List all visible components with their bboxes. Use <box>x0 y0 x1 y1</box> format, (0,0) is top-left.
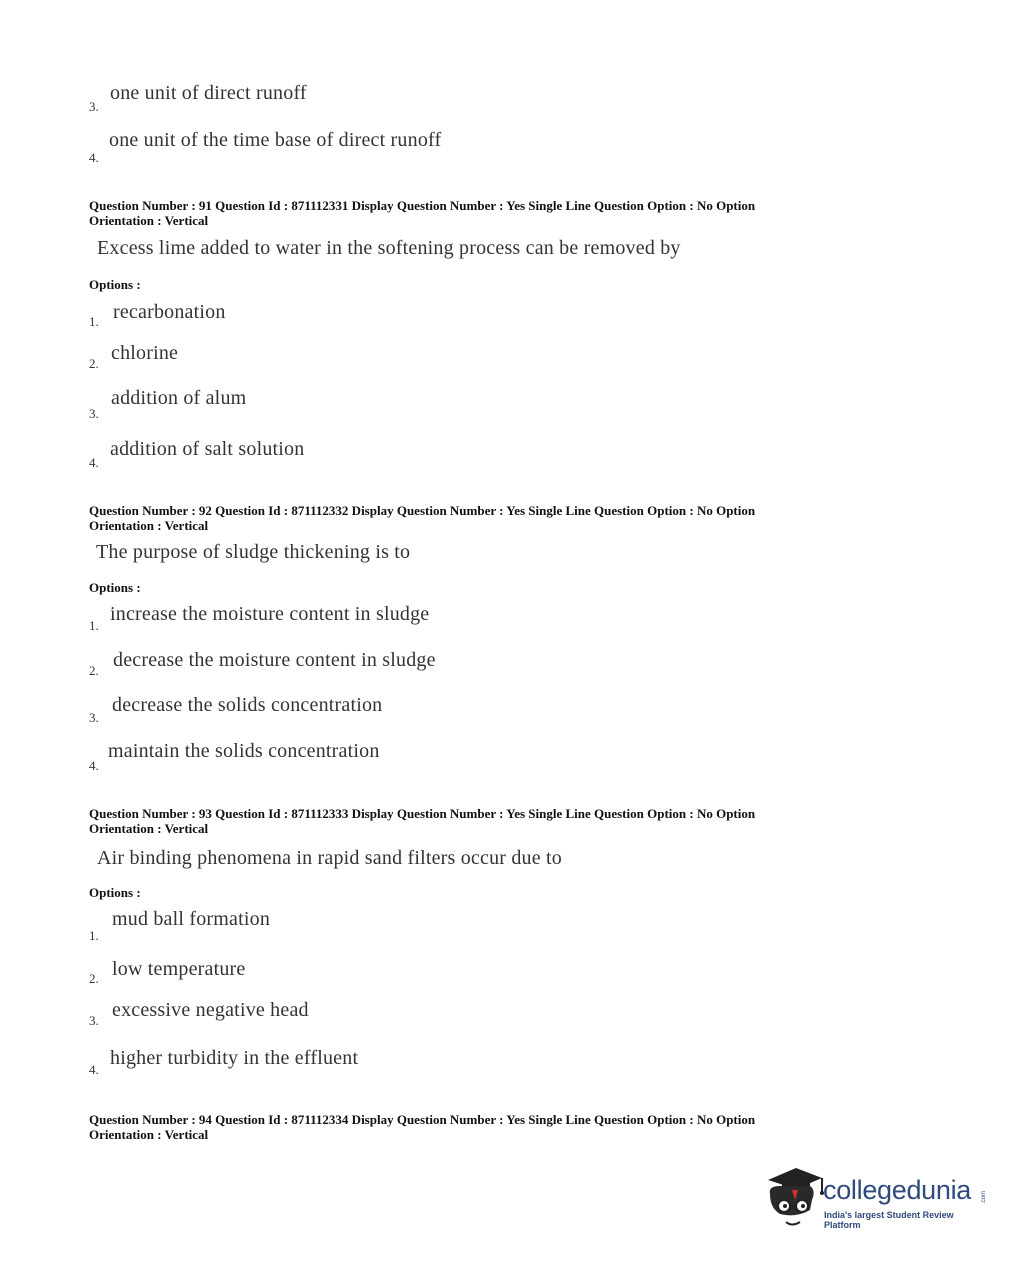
option-text: chlorine <box>111 342 179 364</box>
collegedunia-logo <box>762 1160 992 1232</box>
options-label: Options : <box>89 277 141 292</box>
options-label: Options : <box>89 580 141 595</box>
option-number: 4. <box>89 455 99 470</box>
option-text: increase the moisture content in sludge <box>110 603 430 625</box>
options-label: Options : <box>89 885 141 900</box>
option-text: excessive negative head <box>112 999 309 1021</box>
question-meta: Question Number : 92 Question Id : 871112332 Display Question Number : Yes Single Line Question Option : No Option Orientation : Vertical <box>89 503 756 533</box>
option-text: addition of salt solution <box>110 438 305 460</box>
option-text: recarbonation <box>113 301 226 323</box>
option-number: 2. <box>89 356 99 371</box>
option-number: 3. <box>89 99 99 114</box>
option-number: 3. <box>89 710 99 725</box>
option-number: 1. <box>89 314 99 329</box>
mascot-icon <box>762 1160 824 1232</box>
option-text: higher turbidity in the effluent <box>110 1047 359 1069</box>
option-number: 2. <box>89 971 99 986</box>
question-text: Excess lime added to water in the softening process can be removed by <box>97 237 681 259</box>
option-text: one unit of direct runoff <box>110 82 307 104</box>
option-number: 4. <box>89 1062 99 1077</box>
option-number: 4. <box>89 758 99 773</box>
option-number: 3. <box>89 406 99 421</box>
option-text: mud ball formation <box>112 908 271 930</box>
option-text: decrease the solids concentration <box>112 694 383 716</box>
question-meta: Question Number : 91 Question Id : 871112331 Display Question Number : Yes Single Line Question Option : No Option Orientation : Vertical <box>89 198 756 228</box>
question-meta: Question Number : 93 Question Id : 871112333 Display Question Number : Yes Single Line Question Option : No Option Orientation : Vertical <box>89 806 756 836</box>
option-text: maintain the solids concentration <box>108 740 380 762</box>
logo-tagline: India's largest Student Review Platform <box>824 1210 954 1230</box>
option-number: 2. <box>89 663 99 678</box>
option-text: decrease the moisture content in sludge <box>113 649 436 671</box>
option-number: 1. <box>89 618 99 633</box>
option-number: 4. <box>89 150 99 165</box>
option-number: 1. <box>89 928 99 943</box>
logo-dotcom: .com <box>981 1190 987 1204</box>
option-text: addition of alum <box>111 387 247 409</box>
question-meta: Question Number : 94 Question Id : 871112334 Display Question Number : Yes Single Line Question Option : No Option Orientation : Vertical <box>89 1112 756 1142</box>
question-text: The purpose of sludge thickening is to <box>96 541 411 563</box>
option-number: 3. <box>89 1013 99 1028</box>
logo-wordmark: collegedunia <box>823 1175 972 1205</box>
option-text: one unit of the time base of direct runoff <box>109 129 442 151</box>
option-text: low temperature <box>112 958 246 980</box>
question-text: Air binding phenomena in rapid sand filters occur due to <box>97 847 562 869</box>
